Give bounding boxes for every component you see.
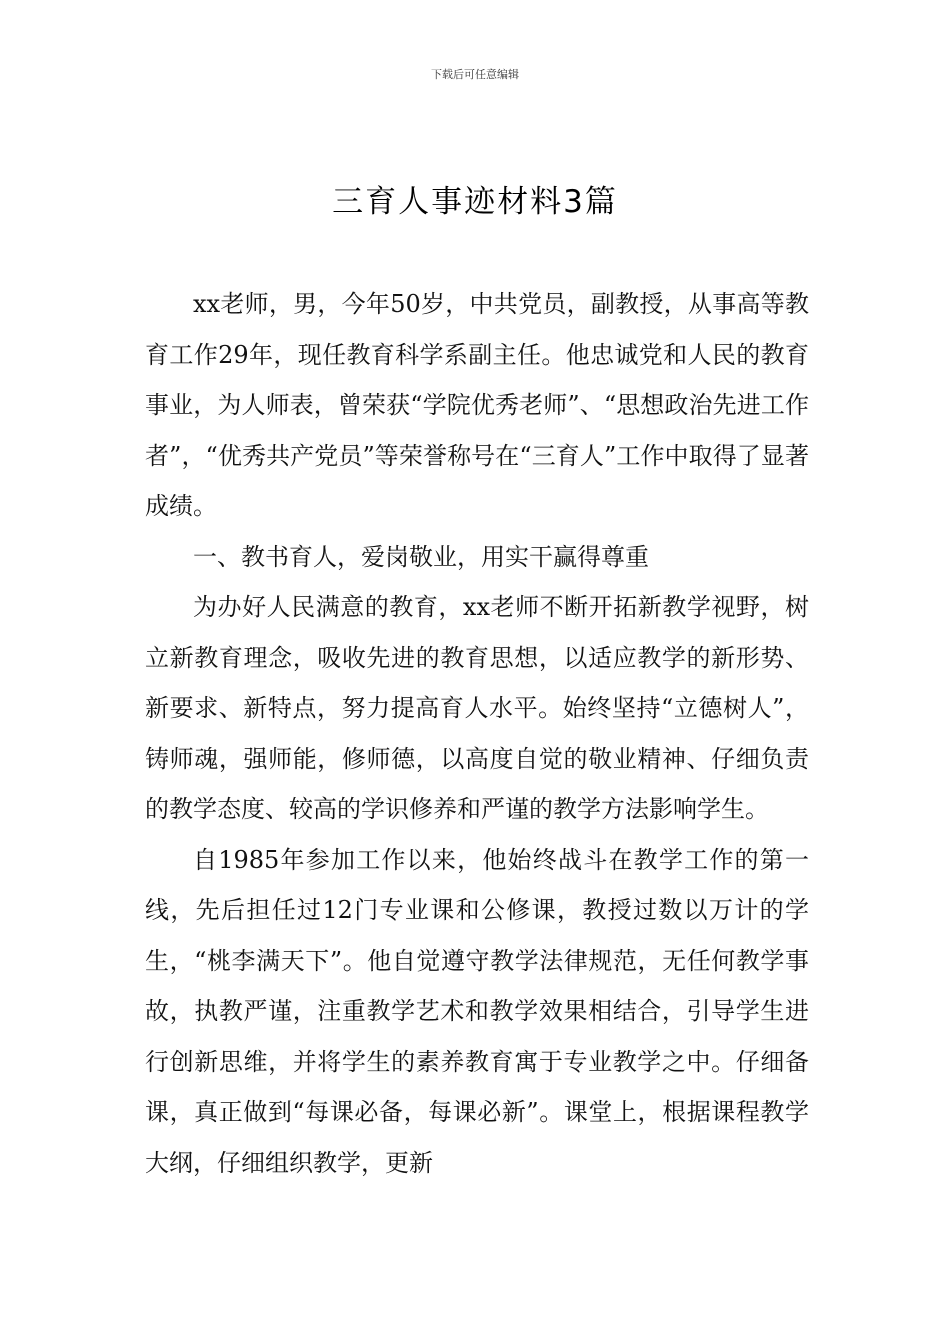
paragraph-intro: xx老师，男，今年50岁，中共党员，副教授，从事高等教育工作29年，现任教育科学系副主任。他忠诚党和人民的教育事业，为人师表，曾荣获“学院优秀老师”、“思想政治先进工作者”，“优秀共产党员”等荣誉称号在“三育人”工作中取得了显著成绩。 bbox=[145, 290, 809, 520]
paragraph-career: 自1985年参加工作以来，他始终战斗在教学工作的第一线，先后担任过12门专业课和公修课，教授过数以万计的学生，“桃李满天下”。他自觉遵守教学法律规范，无任何教学事故，执教严谨，注重教学艺术和教学效果相结合，引导学生进行创新思维，并将学生的素养教育寓于专业教学之中。仔细备课，真正做到“每课必备，每课必新”。课堂上，根据课程教学大纲，仔细组织教学，更新 bbox=[145, 845, 809, 1177]
document-title: 三育人事迹材料3篇 bbox=[332, 184, 618, 220]
page-header-note: 下载后可任意编辑 bbox=[431, 68, 519, 81]
document-body bbox=[145, 279, 809, 1188]
paragraph-teaching-philosophy: 为办好人民满意的教育，xx老师不断开拓新教学视野，树立新教育理念，吸收先进的教育思想，以适应教学的新形势、新要求、新特点，努力提高育人水平。始终坚持“立德树人”， 铸师魂，强师能，修师德，以高度自觉的敬业精神、仔细负责的教学态度、较高的学识修养和严谨的教学方法影响学生。 bbox=[145, 593, 809, 823]
section-heading-1: 一、教书育人，爱岗敬业，用实干赢得尊重 bbox=[193, 542, 649, 571]
